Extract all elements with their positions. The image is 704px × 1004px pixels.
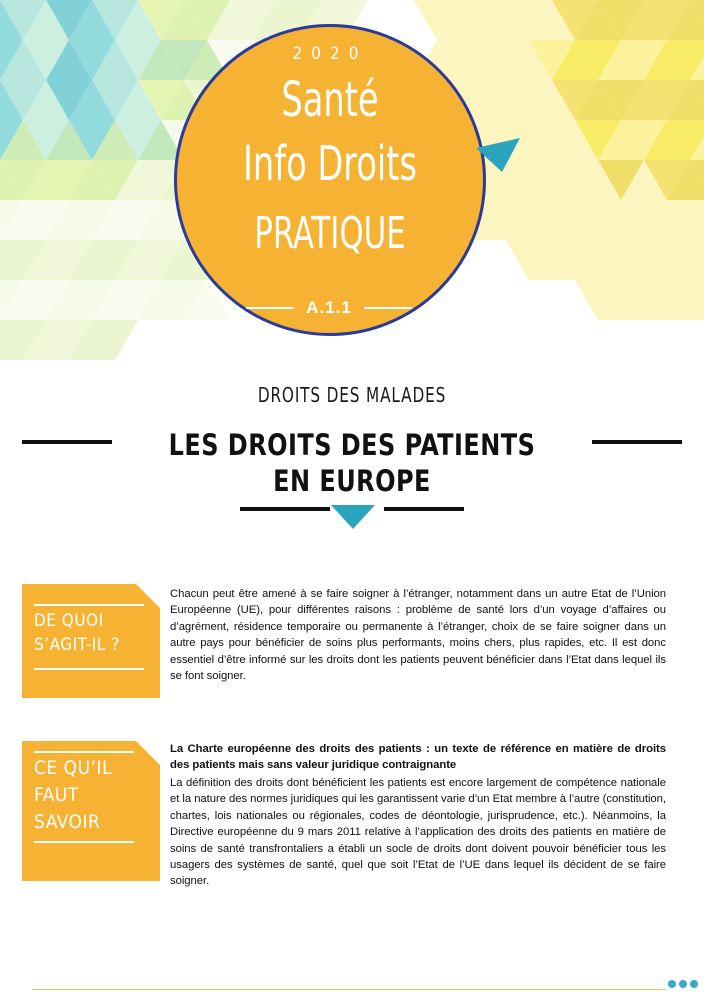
dot: [690, 980, 698, 988]
section-paragraph: Chacun peut être amené à se faire soigner à l’étranger, notamment dans un autre Etat de l’Union Européenne (UE), pour différentes raisons : problème de santé lors d’un voyage d’affaires ou d’agrément, résidence temporaire ou permanente à l’étranger, choix de se faire soigner dans un autre pays pour bénéficier de soins plus performants, moins chers, plus rapides, etc. Il est donc essentiel d’être informé sur les droits dont les patients peuvent bénéficier dans l’Etat dans lequel ils se font soigner.: [170, 588, 666, 683]
brand-title-line3: PRATIQUE: [254, 208, 406, 259]
page-title-line2: EN EUROPE: [273, 464, 431, 498]
tag-label-line: SAVOIR: [34, 811, 101, 833]
dot: [668, 980, 676, 988]
tag-label: [34, 755, 112, 836]
title-rule-bottom-right: [384, 507, 464, 511]
tag-label: [34, 609, 120, 657]
tag-label-line: FAUT: [34, 784, 79, 806]
category-label: DROITS DES MALADES: [257, 383, 447, 407]
more-dots-icon: [668, 980, 698, 988]
tag-rule-bottom: [34, 841, 134, 843]
tag-label-line: S’AGIT-IL ?: [34, 635, 120, 655]
section-tag-what-is-it: [22, 584, 160, 698]
code-rule-left: [246, 307, 294, 309]
dot: [679, 980, 687, 988]
footer-rule: [32, 989, 666, 990]
tag-rule-top: [34, 751, 134, 753]
tag-label-line: DE QUOI: [34, 611, 104, 631]
tag-rule-top: [34, 604, 144, 606]
document-code: A.1.1: [306, 298, 352, 317]
title-pointer-icon: [331, 505, 375, 529]
circle-pointer-icon: [476, 138, 520, 172]
publication-year: 2020: [292, 44, 368, 64]
document-code-row: [244, 296, 414, 320]
tag-label-line: CE QU’IL: [34, 757, 113, 779]
section-paragraph: La définition des droits dont bénéficient les patients est encore largement de compétence nationale et la nature des normes juridiques qui les garantissent varie d’un Etat membre à l’autre (constitution, chartes, lois nationales ou régionales, codes de déontologie, jurisprudence, etc.). Néanmoins, la Directive européenne du 9 mars 2011 relative à l’application des droits des patients en matière de soins de santé transfrontaliers a établi un socle de droits dont doivent pouvoir bénéficier tous les usagers des systèmes de santé, quel que soit l’Etat de l’UE dans lequel ils décident de se faire soigner.: [170, 777, 666, 888]
title-rule-bottom-left: [240, 507, 330, 511]
page-title-line1: LES DROITS DES PATIENTS: [168, 428, 536, 462]
brand-title-line2: Info Droits: [242, 136, 418, 192]
brand-title-line1: Santé: [281, 72, 379, 128]
code-rule-right: [364, 307, 412, 309]
section-tag-what-to-know: [22, 741, 160, 881]
tag-corner-notch: [135, 740, 161, 766]
tag-rule-bottom: [34, 668, 144, 670]
section-heading: La Charte européenne des droits des patients : un texte de référence en matière de droits des patients mais sans valeur juridique contraignante: [170, 743, 666, 772]
